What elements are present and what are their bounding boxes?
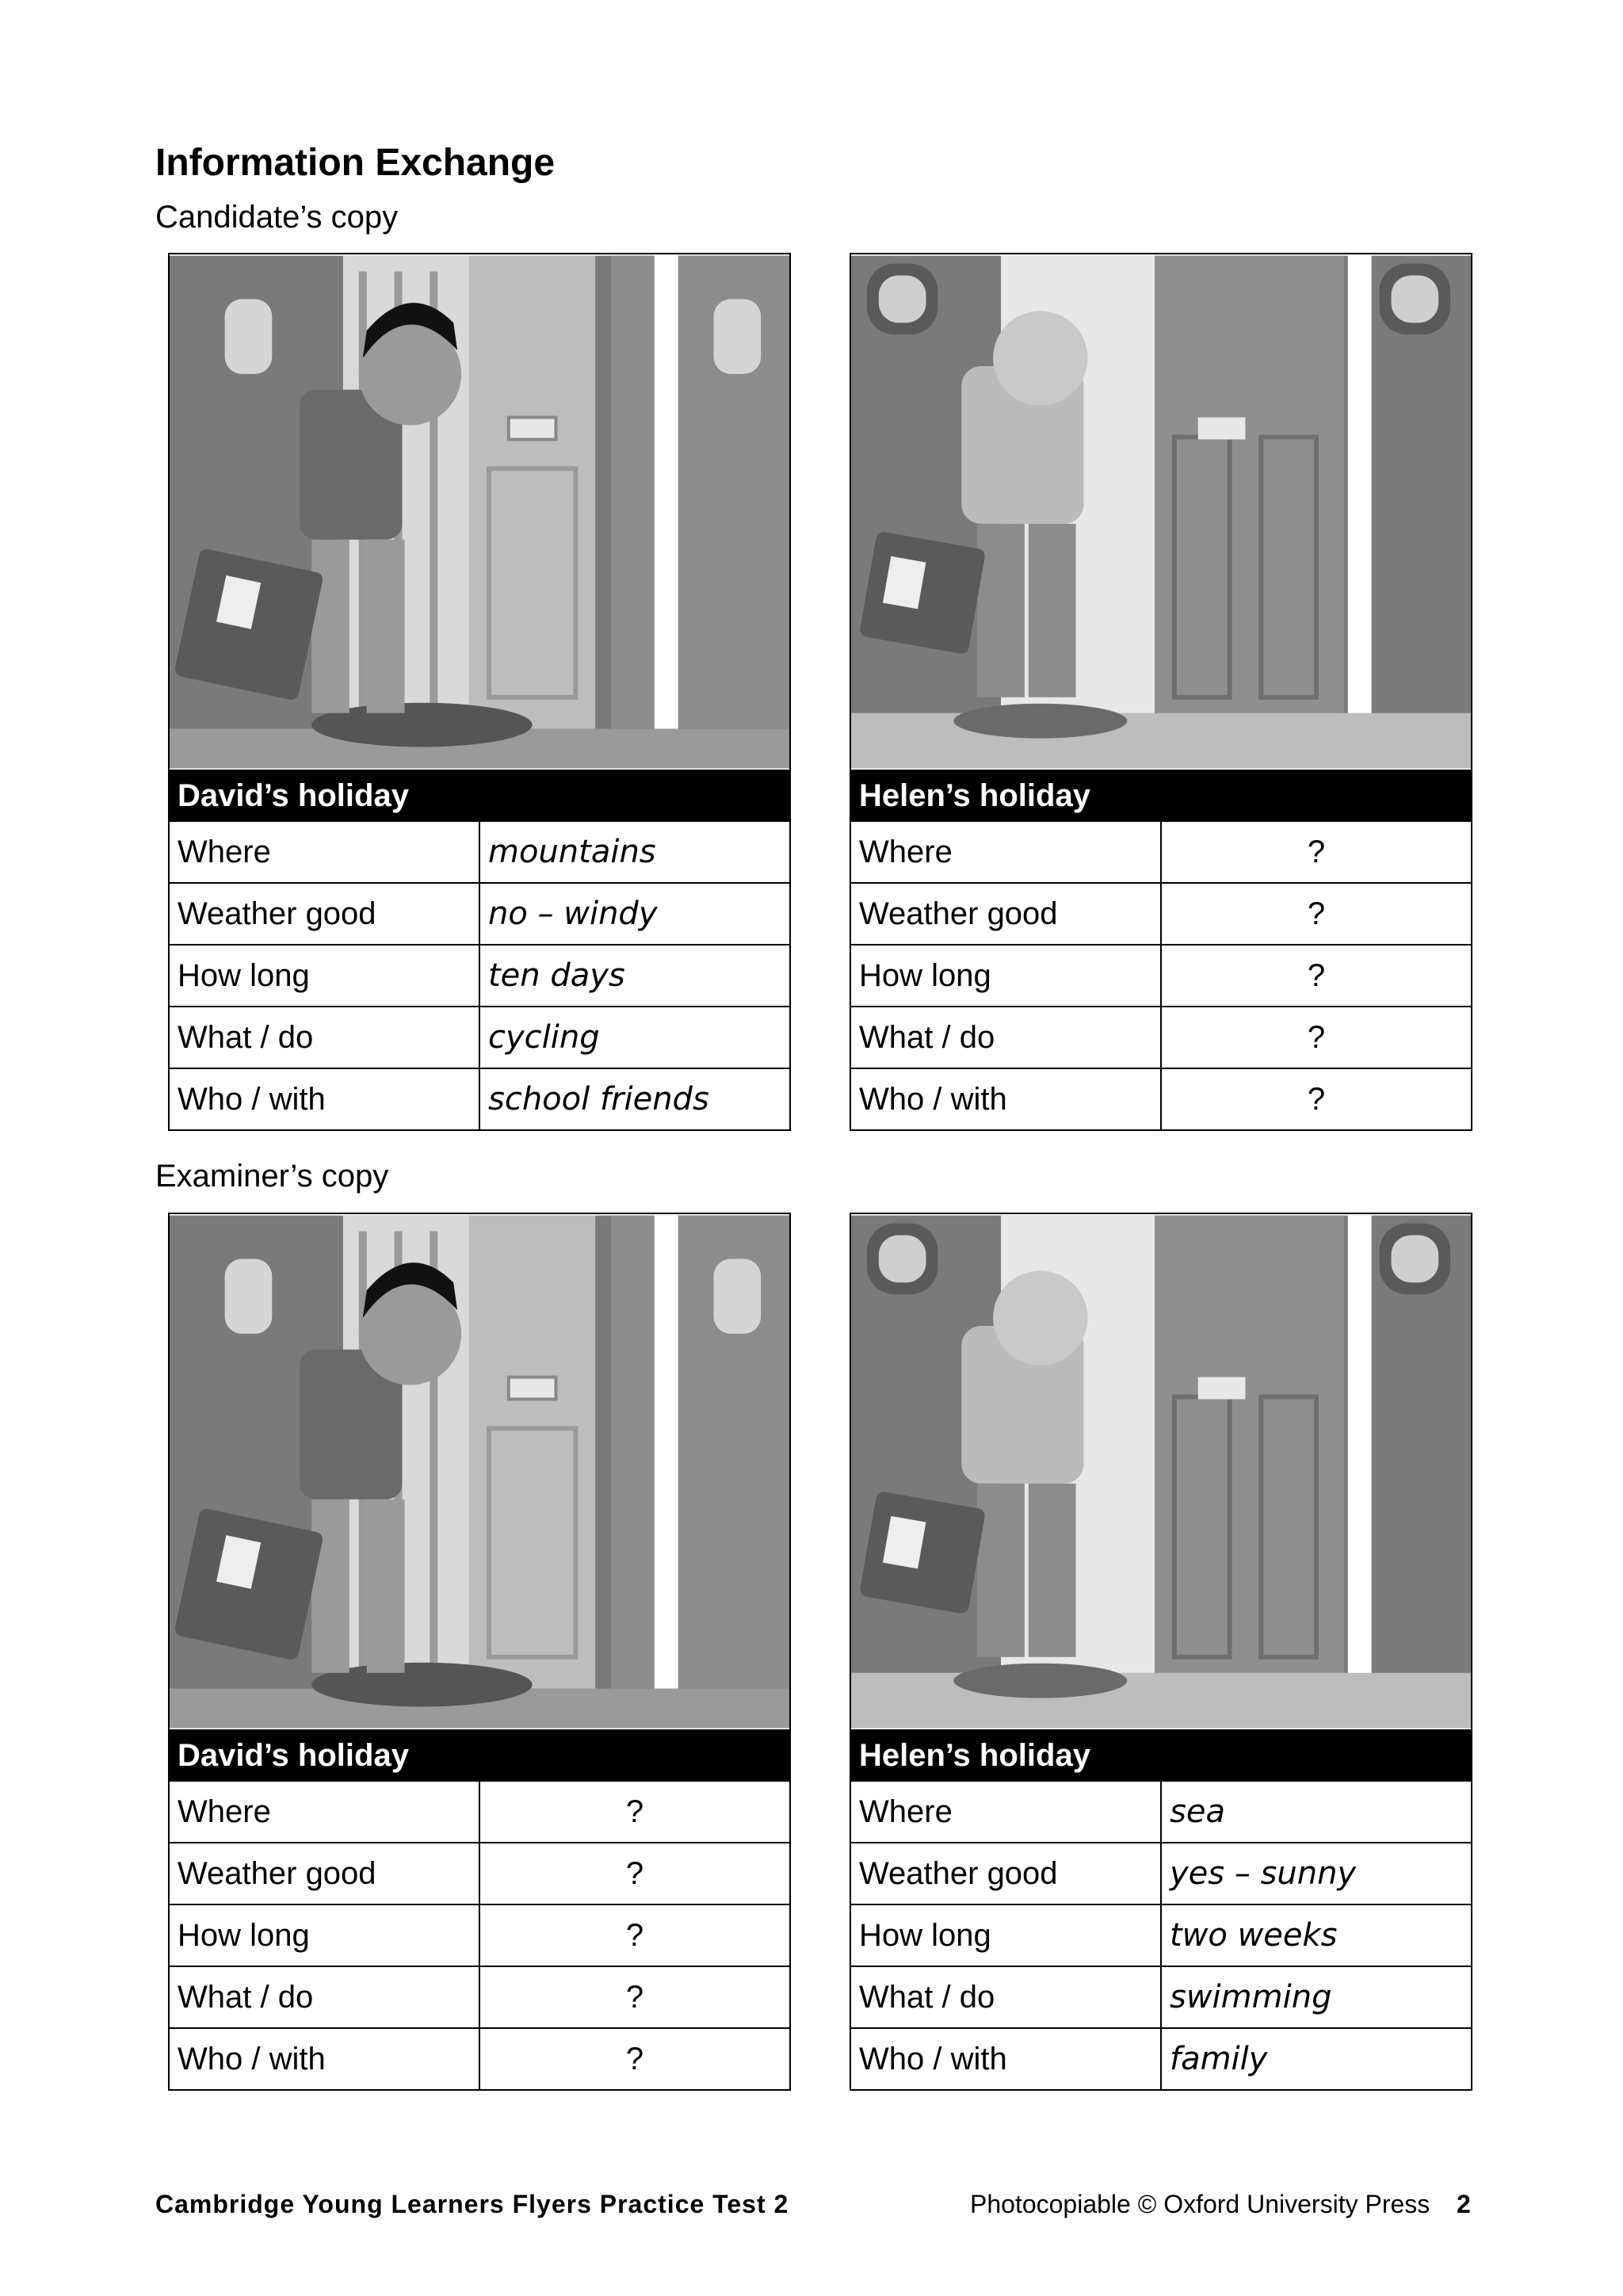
table-row (170, 1781, 789, 1843)
row-value: ? (479, 1904, 789, 1966)
candidate-helen-table (851, 770, 1471, 1129)
candidate-david-card (168, 253, 791, 1131)
row-label: Weather good (170, 1843, 479, 1904)
row-value: ? (1161, 1007, 1471, 1068)
table-row (851, 1966, 1471, 2028)
row-label: What / do (170, 1966, 479, 2028)
row-label: Who / with (851, 1068, 1161, 1129)
table-row (851, 883, 1471, 945)
candidate-helen-heading: Helen’s holiday (851, 770, 1471, 821)
row-value: ? (1161, 945, 1471, 1007)
row-value: sea (1161, 1781, 1471, 1843)
examiner-helen-card (850, 1213, 1472, 2091)
row-label: Where (170, 1781, 479, 1843)
page-number: 2 (1457, 2190, 1471, 2218)
table-row (851, 1068, 1471, 1129)
table-row (851, 2028, 1471, 2089)
table-row (170, 883, 789, 945)
girl-with-suitcase-illustration (851, 1214, 1471, 1729)
examiner-helen-heading: Helen’s holiday (851, 1730, 1471, 1781)
row-value: family (1161, 2028, 1471, 2089)
row-label: Where (851, 1781, 1161, 1843)
examiner-david-card (168, 1213, 791, 2091)
table-row (170, 1904, 789, 1966)
row-value: ? (1161, 1068, 1471, 1129)
girl-with-suitcase-illustration (851, 254, 1471, 770)
candidate-helen-card (850, 253, 1472, 1131)
examiner-helen-table (851, 1729, 1471, 2089)
row-label: Who / with (851, 2028, 1161, 2089)
candidate-david-table (170, 770, 789, 1129)
row-label: Weather good (170, 883, 479, 945)
page-title: Information Exchange (155, 142, 556, 184)
row-value: cycling (479, 1007, 789, 1068)
table-row (170, 821, 789, 883)
row-label: How long (170, 1904, 479, 1966)
candidates-copy-label: Candidate’s copy (155, 200, 399, 235)
row-value: no – windy (479, 883, 789, 945)
row-label: Where (851, 821, 1161, 883)
row-label: Where (170, 821, 479, 883)
row-value: school friends (479, 1068, 789, 1129)
examiners-copy-label: Examiner’s copy (155, 1159, 389, 1194)
row-label: Who / with (170, 2028, 479, 2089)
row-value: mountains (479, 821, 789, 883)
examiner-david-table (170, 1729, 789, 2089)
table-row (170, 945, 789, 1007)
row-value: ? (479, 1966, 789, 2028)
table-row (851, 1843, 1471, 1904)
row-label: How long (170, 945, 479, 1007)
table-row (170, 1966, 789, 2028)
row-label: Weather good (851, 1843, 1161, 1904)
boy-with-suitcase-illustration (170, 1214, 789, 1729)
examiner-david-heading: David’s holiday (170, 1730, 789, 1781)
row-value: yes – sunny (1161, 1843, 1471, 1904)
row-value: ? (479, 2028, 789, 2089)
row-value: two weeks (1161, 1904, 1471, 1966)
footer-copyright: Photocopiable © Oxford University Press (970, 2190, 1430, 2218)
table-row (851, 1904, 1471, 1966)
row-label: Who / with (170, 1068, 479, 1129)
table-row (170, 1843, 789, 1904)
row-value: ? (479, 1781, 789, 1843)
row-label: What / do (170, 1007, 479, 1068)
table-row (170, 2028, 789, 2089)
row-label: Weather good (851, 883, 1161, 945)
row-label: How long (851, 945, 1161, 1007)
table-row (170, 1007, 789, 1068)
row-value: ? (1161, 821, 1471, 883)
row-value: ten days (479, 945, 789, 1007)
row-value: ? (479, 1843, 789, 1904)
row-label: How long (851, 1904, 1161, 1966)
footer-publication-title: Cambridge Young Learners Flyers Practice Test 2 (155, 2190, 789, 2218)
table-row (170, 1068, 789, 1129)
candidate-david-heading: David’s holiday (170, 770, 789, 821)
table-row (851, 821, 1471, 883)
boy-with-suitcase-illustration (170, 254, 789, 770)
table-row (851, 1781, 1471, 1843)
row-label: What / do (851, 1966, 1161, 2028)
row-value: ? (1161, 883, 1471, 945)
table-row (851, 945, 1471, 1007)
row-label: What / do (851, 1007, 1161, 1068)
table-row (851, 1007, 1471, 1068)
row-value: swimming (1161, 1966, 1471, 2028)
